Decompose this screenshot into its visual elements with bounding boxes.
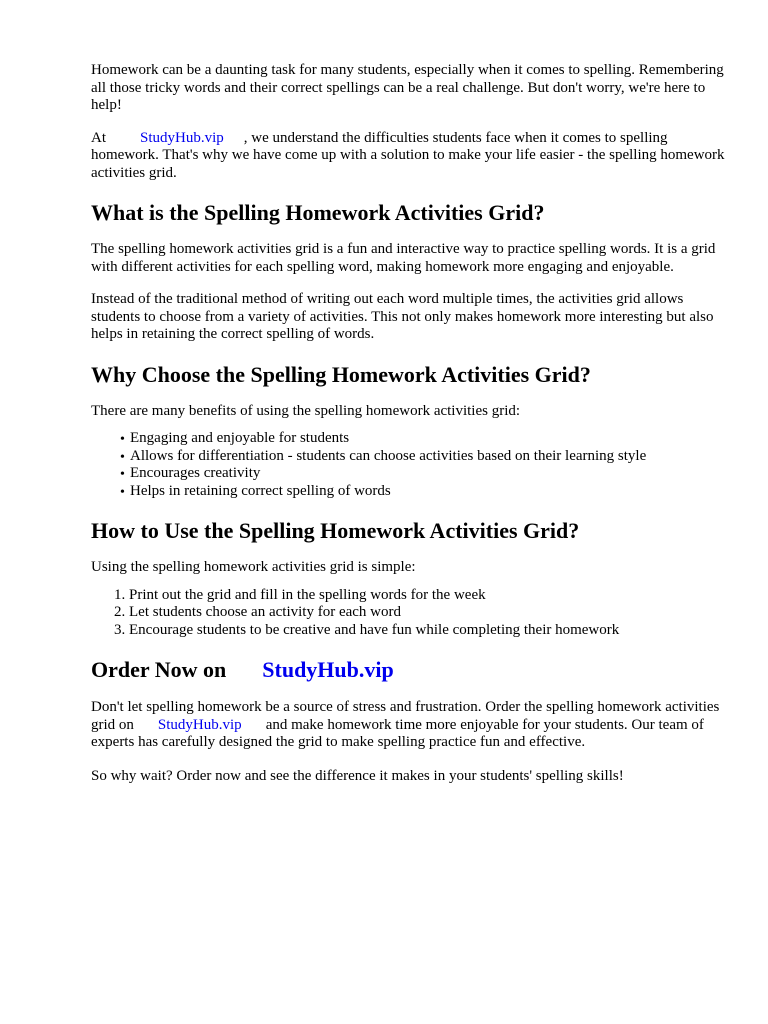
order-heading-prefix: Order Now on xyxy=(91,657,227,682)
studyhub-link-intro[interactable]: StudyHub.vip xyxy=(140,129,224,146)
list-item: • Helps in retaining correct spelling of words xyxy=(120,483,728,501)
heading-what: What is the Spelling Homework Activities Grid? xyxy=(91,200,545,225)
heading-order xyxy=(91,657,728,683)
why-intro: There are many benefits of using the spelling homework activities grid: xyxy=(91,402,521,419)
studyhub-link-body[interactable]: StudyHub.vip xyxy=(157,716,242,733)
list-item: • Allows for differentiation - students can choose activities based on their learning style xyxy=(120,448,728,466)
at-paragraph xyxy=(91,130,728,183)
intro-paragraph: Homework can be a daunting task for many students, especially when it comes to spelling. Remembering all those tricky words and their correct spellings can be a real challenge. But don't worry, we're here to help! xyxy=(91,62,724,113)
order-p1-prefix: Don't let spelling homework be a source of stress and frustration. Order the spelling homework activities grid on xyxy=(91,699,720,733)
heading-why: Why Choose the Spelling Homework Activities Grid? xyxy=(91,361,591,387)
list-item: 1. Print out the grid and fill in the spelling words for the week xyxy=(129,587,728,605)
heading-how: How to Use the Spelling Homework Activities Grid? xyxy=(91,518,580,543)
list-item: • Engaging and enjoyable for students xyxy=(120,430,728,448)
what-paragraph-2: Instead of the traditional method of writing out each word multiple times, the activities grid allows students to choose from a variety of activities. This not only makes homework more interesting but also helps in retaining the correct spelling of words. xyxy=(91,291,714,342)
at-suffix: , we understand the difficulties students face when it comes to spelling homework. That's why we have come up with a solution to make your life easier - the spelling homework activities grid. xyxy=(91,129,725,181)
list-item: 2. Let students choose an activity for each word xyxy=(129,604,728,622)
list-item: • Encourages creativity xyxy=(120,465,728,483)
what-paragraph-1: The spelling homework activities grid is a fun and interactive way to practice spelling words. It is a grid with different activities for each spelling word, making homework more engaging and enjoyable. xyxy=(91,241,716,275)
steps-list xyxy=(91,587,728,640)
list-item: 3. Encourage students to be creative and have fun while completing their homework xyxy=(129,622,728,640)
at-prefix: At xyxy=(91,129,106,146)
studyhub-link-heading[interactable]: StudyHub.vip xyxy=(262,657,394,682)
order-paragraph-1 xyxy=(91,699,728,752)
order-paragraph-2: So why wait? Order now and see the difference it makes in your students' spelling skills! xyxy=(91,767,624,784)
benefits-list xyxy=(91,430,728,500)
how-intro: Using the spelling homework activities grid is simple: xyxy=(91,559,416,575)
order-p1-suffix: and make homework time more enjoyable for your students. Our team of experts has carefully designed the grid to make spelling practice fun and effective. xyxy=(91,716,704,750)
